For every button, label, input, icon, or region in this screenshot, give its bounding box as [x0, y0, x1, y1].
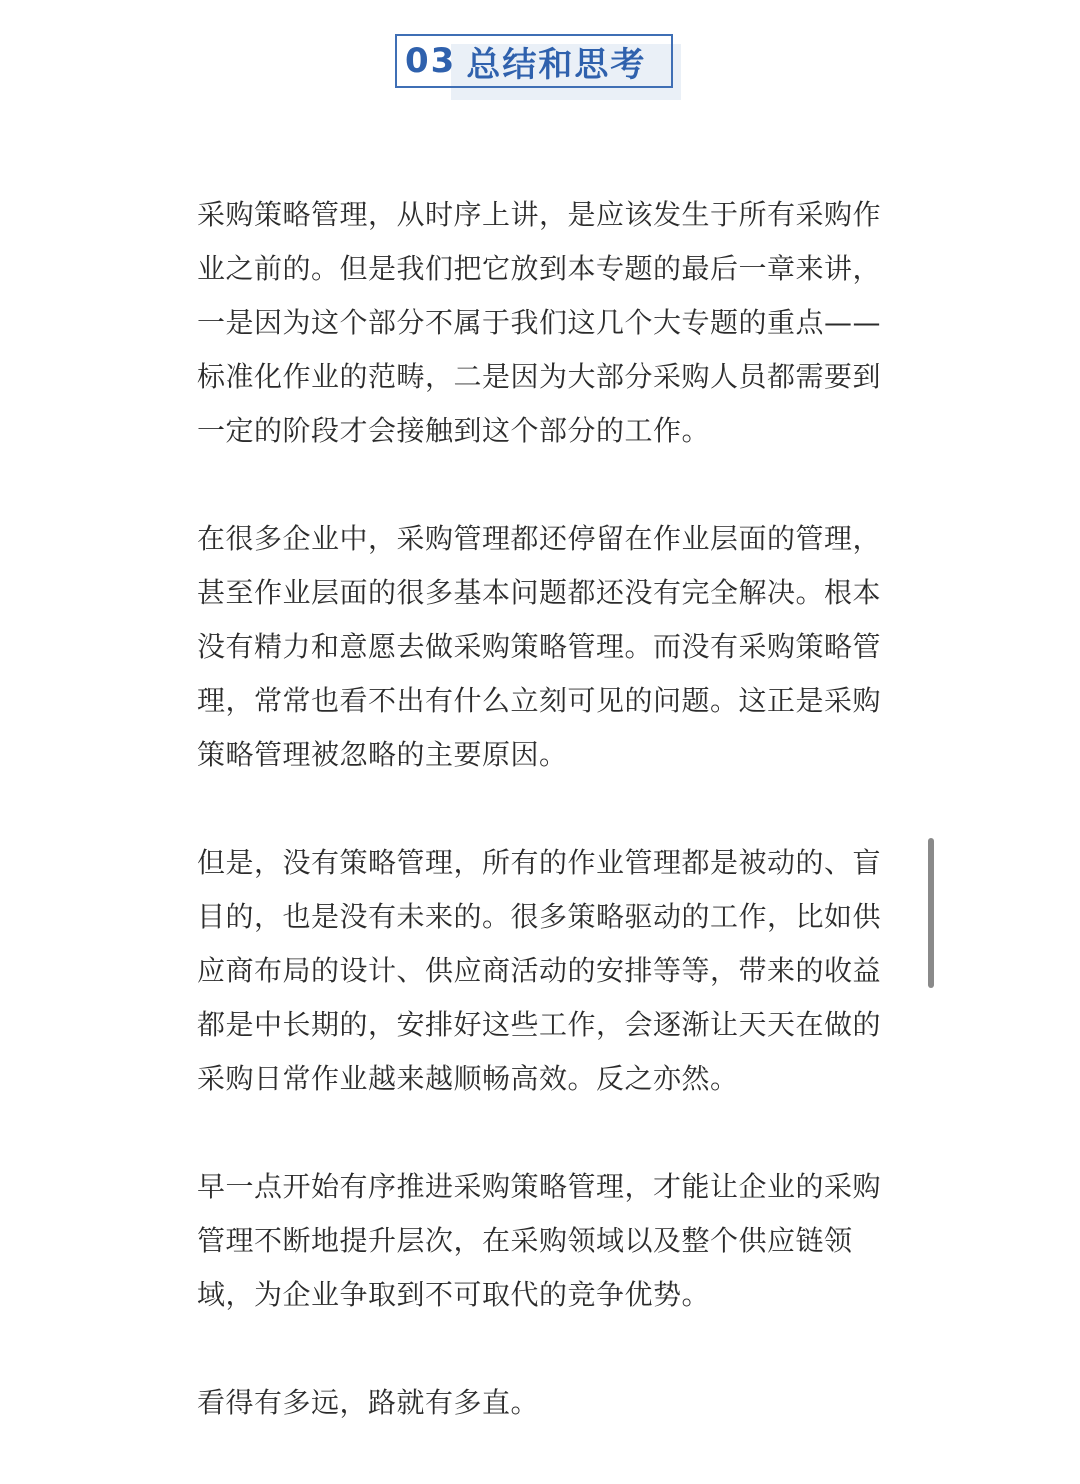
paragraph-line: 采购日常作业越来越顺畅高效。反之亦然。: [197, 1062, 739, 1095]
paragraph-line: 早一点开始有序推进采购策略管理，才能让企业的采购: [197, 1170, 882, 1203]
paragraph-line: 理，常常也看不出有什么立刻可见的问题。这正是采购: [197, 684, 882, 717]
section-title: 总结和思考: [466, 44, 647, 85]
paragraph-line: 管理不断地提升层次，在采购领域以及整个供应链领: [197, 1224, 853, 1257]
paragraph-line: 域，为企业争取到不可取代的竞争优势。: [197, 1278, 711, 1311]
article-body: [197, 188, 887, 1484]
paragraph-line: 应商布局的设计、供应商活动的安排等等，带来的收益: [197, 954, 882, 987]
paragraph-1: [197, 188, 887, 458]
paragraph-line: 都是中长期的，安排好这些工作，会逐渐让天天在做的: [197, 1008, 882, 1041]
section-heading: [395, 34, 685, 100]
paragraph-line: 标准化作业的范畴，二是因为大部分采购人员都需要到: [197, 360, 882, 393]
paragraph-line: 但是，没有策略管理，所有的作业管理都是被动的、盲: [197, 846, 882, 879]
heading-box: [395, 34, 673, 88]
paragraph-line: 策略管理被忽略的主要原因。: [197, 738, 568, 771]
paragraph-5: [197, 1376, 887, 1430]
paragraph-line: 业之前的。但是我们把它放到本专题的最后一章来讲，: [197, 252, 882, 285]
paragraph-line: 在很多企业中，采购管理都还停留在作业层面的管理，: [197, 522, 882, 555]
scrollbar-thumb[interactable]: [928, 838, 934, 988]
paragraph-line: 一是因为这个部分不属于我们这几个大专题的重点——: [197, 306, 882, 339]
paragraph-line: 一定的阶段才会接触到这个部分的工作。: [197, 414, 711, 447]
paragraph-4: [197, 1160, 887, 1322]
paragraph-line: 甚至作业层面的很多基本问题都还没有完全解决。根本: [197, 576, 882, 609]
paragraph-2: [197, 512, 887, 782]
paragraph-line: 目的，也是没有未来的。很多策略驱动的工作，比如供: [197, 900, 882, 933]
section-number: 03: [405, 41, 457, 81]
paragraph-line: 采购策略管理，从时序上讲，是应该发生于所有采购作: [197, 198, 882, 231]
paragraph-line: 没有精力和意愿去做采购策略管理。而没有采购策略管: [197, 630, 882, 663]
paragraph-3: [197, 836, 887, 1106]
paragraph-line: 看得有多远，路就有多直。: [197, 1386, 540, 1419]
